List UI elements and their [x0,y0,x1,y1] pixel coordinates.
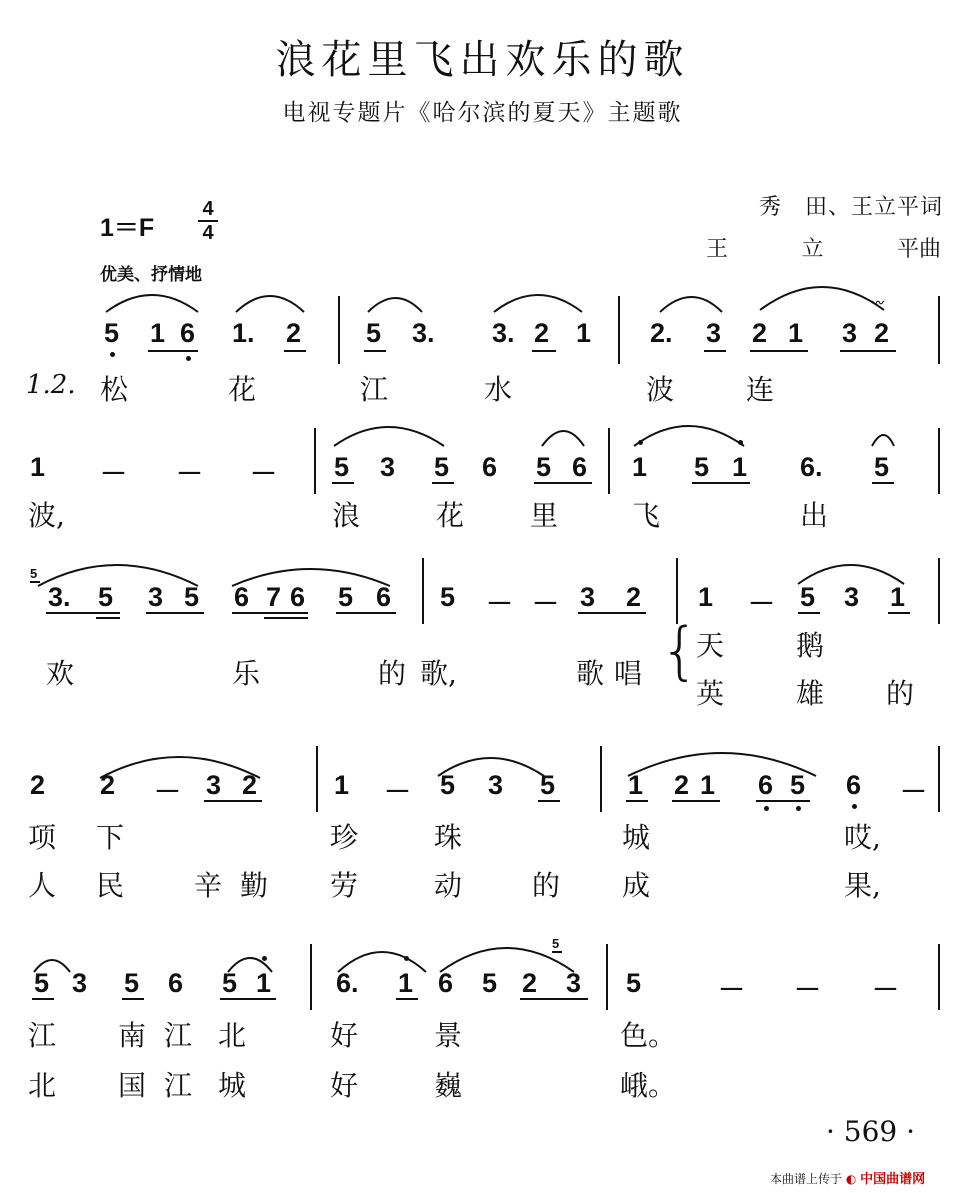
lyric: 花 [436,499,465,532]
note: 5 [626,968,642,998]
note: 5 [800,582,816,612]
note: 5 [694,452,710,482]
note: 5 [366,318,382,348]
lyric: 波 [646,373,675,406]
page-number: · 569 · [826,1115,916,1148]
lyric: 珠 [434,821,463,854]
note: － [900,777,927,807]
note: － [532,589,559,619]
note: 3 [488,770,504,800]
note: 6 [438,968,454,998]
note: 5 [124,968,140,998]
lyric: 江 [164,1069,193,1102]
slur [104,284,204,314]
note: － [872,975,899,1005]
lyric: 英 [696,677,725,710]
lyric: 唱 [614,657,643,690]
dot-below [852,804,857,809]
lyric: 成 [622,869,651,902]
note: 2 [874,318,890,348]
note: 6 [758,770,774,800]
lyric-brace: { [660,614,700,687]
lyric: 的 [378,657,407,690]
slur [230,560,400,588]
lyric: 城 [622,821,651,854]
grace-note: 5 [30,566,38,581]
note: － [384,777,411,807]
slur [332,416,452,448]
note: 5 [104,318,120,348]
lyric: 波, [28,499,65,532]
note: 7 [266,582,282,612]
lyric: 好 [330,1019,359,1052]
note: 3. [48,582,71,612]
note: 1 [150,318,166,348]
key-signature: 1＝F [100,214,155,242]
note: 3 [380,452,396,482]
note: 1 [334,770,350,800]
note: 6 [482,452,498,482]
note: － [100,459,127,489]
meter-top: 4 [202,198,214,220]
note: 6 [846,770,862,800]
slur [492,284,592,314]
lyric: 辛 [194,869,223,902]
note: 5 [482,968,498,998]
note: 1 [628,770,644,800]
note: 1 [576,318,592,348]
composer-credit: 王 立 平曲 [706,237,941,262]
note: 1 [700,770,716,800]
note: 6. [336,968,359,998]
note: 3 [842,318,858,348]
note: 1 [30,452,46,482]
dot-below [796,806,801,811]
slur [870,420,910,448]
lyric: 连 [746,373,775,406]
lyricist-credit: 秀 田、王立平词 [758,195,943,220]
grace-note: 5 [552,936,560,951]
note: 1 [398,968,414,998]
note: 5 [334,452,350,482]
note: 3 [206,770,222,800]
lyric: 勤 [240,869,269,902]
lyric: 歌 [576,657,605,690]
note: 3 [844,582,860,612]
dot-below [186,356,191,361]
note: 1. [232,318,255,348]
note: 6 [290,582,306,612]
lyric: 花 [228,373,257,406]
lyric: 雄 [796,677,825,710]
meter-bottom: 4 [202,222,214,244]
note: 6 [376,582,392,612]
site-logo-icon: ◐ [845,1172,857,1186]
lyric: 国 [118,1069,147,1102]
lyric: 峨。 [620,1069,677,1102]
slur [234,284,314,314]
lyric: 城 [218,1069,247,1102]
note: － [176,459,203,489]
dot-below [764,806,769,811]
lyric: 里 [530,499,559,532]
lyric: 松 [100,373,129,406]
dot-above [262,956,267,961]
lyric: 哎, [844,821,881,854]
note: 5 [540,770,556,800]
lyric: 鹅 [796,629,825,662]
dot-below [110,352,115,357]
note: － [748,589,775,619]
lyric: 景 [434,1019,463,1052]
note: 1 [698,582,714,612]
song-title: 浪花里飞出欢乐的歌 [275,37,690,83]
note: 5 [98,582,114,612]
note: 5 [874,452,890,482]
note: 1 [256,968,272,998]
note: 2 [286,318,302,348]
dot-above [638,440,643,445]
verse-number: 1.2. [26,370,76,400]
note: － [154,777,181,807]
lyric: 项 [28,821,57,854]
note: 5 [338,582,354,612]
note: 3 [566,968,582,998]
lyric: 北 [28,1069,57,1102]
note: 3 [72,968,88,998]
note: 6 [168,968,184,998]
note: 2 [522,968,538,998]
note: 1 [732,452,748,482]
note: 2 [752,318,768,348]
note: 3 [580,582,596,612]
lyric: 欢 [46,657,75,690]
note: 5 [536,452,552,482]
lyric: 出 [800,499,829,532]
note: － [250,459,277,489]
lyric: 好 [330,1069,359,1102]
lyric: 飞 [632,499,661,532]
lyric: 乐 [232,657,261,690]
slur [758,274,888,314]
time-signature [196,198,220,244]
note: 5 [440,770,456,800]
note: 3 [706,318,722,348]
dot-above [404,956,409,961]
note: 2 [626,582,642,612]
note: 1 [788,318,804,348]
note: 5 [440,582,456,612]
note: 5 [222,968,238,998]
lyric: 下 [96,821,125,854]
lyric: 动 [434,869,463,902]
note: 6 [234,582,250,612]
note: 3 [148,582,164,612]
dot-above [738,440,743,445]
lyric: 江 [360,373,389,406]
note: 6 [572,452,588,482]
note: 5 [34,968,50,998]
slur [632,414,752,448]
lyric: 果, [844,869,881,902]
lyric: 天 [696,629,725,662]
lyric: 水 [484,373,513,406]
lyric: 浪 [332,499,361,532]
note: 5 [434,452,450,482]
lyric: 江 [164,1019,193,1052]
note: 2 [100,770,116,800]
lyric: 南 [118,1019,147,1052]
note: 2 [674,770,690,800]
slur [540,420,600,448]
note: 2. [650,318,673,348]
song-subtitle: 电视专题片《哈尔滨的夏天》主题歌 [282,100,683,126]
slur [658,288,738,314]
note: － [486,589,513,619]
lyric: 的 [886,677,915,710]
note: 6. [800,452,823,482]
lyric: 人 [28,869,57,902]
site-brand[interactable]: 中国曲谱网 [860,1172,926,1187]
note: 3. [412,318,435,348]
lyric: 劳 [330,869,359,902]
upload-footer: 本曲谱上传于 ◐ 中国曲谱网 [770,1172,926,1187]
mordent-icon: 〰 [872,296,885,310]
slur [366,290,446,314]
lyric: 歌, [420,657,457,690]
lyric: 巍 [434,1069,463,1102]
note: 1 [890,582,906,612]
lyric: 的 [532,869,561,902]
note: 6 [180,318,196,348]
note: － [794,975,821,1005]
note: 2 [242,770,258,800]
lyric: 民 [96,869,125,902]
lyric: 北 [218,1019,247,1052]
note: 2 [30,770,46,800]
lyric: 江 [28,1019,57,1052]
note: 1 [632,452,648,482]
note: 5 [184,582,200,612]
lyric: 珍 [330,821,359,854]
note: 2 [534,318,550,348]
note: 5 [790,770,806,800]
note: － [718,975,745,1005]
lyric: 色。 [620,1019,677,1052]
tempo-marking: 优美、抒情地 [100,265,202,285]
note: 3. [492,318,515,348]
